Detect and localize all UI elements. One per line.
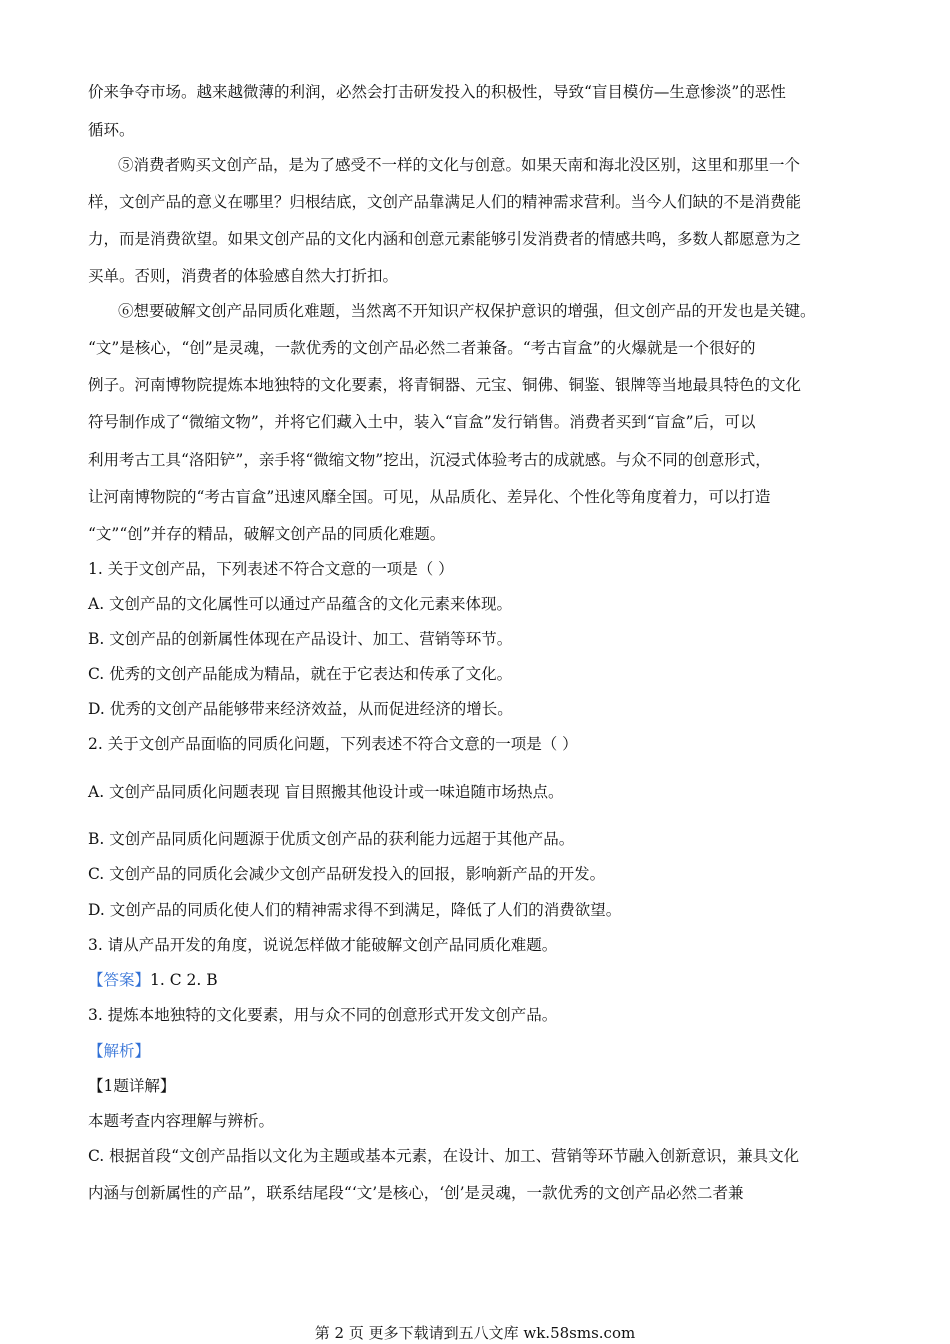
question-1-option-b: B. 文创产品的创新属性体现在产品设计、加工、营销等环节。: [88, 630, 513, 648]
passage-line: 循环。: [88, 121, 135, 139]
passage-line: 样，文创产品的意义在哪里？归根结底，文创产品靠满足人们的精神需求营利。当今人们缺的不是消费能: [88, 193, 802, 211]
question-3-stem: 3. 请从产品开发的角度，说说怎样做才能破解文创产品同质化难题。: [88, 936, 558, 954]
passage-line: 力，而是消费欲望。如果文创产品的文化内涵和创意元素能够引发消费者的情感共鸣，多数人都愿意为之: [88, 230, 802, 248]
passage-line: “文”“创”并存的精品，破解文创产品的同质化难题。: [88, 525, 446, 543]
answer-tag: 【答案】: [88, 971, 151, 989]
question-2-option-c: C. 文创产品的同质化会减少文创产品研发投入的回报，影响新产品的开发。: [88, 865, 606, 883]
question-2-option-b: B. 文创产品同质化问题源于优质文创产品的获利能力远超于其他产品。: [88, 830, 575, 848]
analysis-tag: 【解析】: [88, 1042, 151, 1060]
passage-line: “文”是核心，“创”是灵魂，一款优秀的文创产品必然二者兼备。“考古盲盒”的火爆就是一个很好的: [88, 339, 756, 357]
passage-line: 价来争夺市场。越来越微薄的利润，必然会打击研发投入的积极性，导致“盲目模仿—生意惨淡”的恶性: [88, 83, 786, 101]
passage-line: 符号制作成了“微缩文物”，并将它们藏入土中，装入“盲盒”发行销售。消费者买到“盲盒”后，可以: [88, 413, 756, 431]
answer-mc: 1. C 2. B: [150, 971, 218, 989]
question-2-stem: 2. 关于文创产品面临的同质化问题，下列表述不符合文意的一项是（ ）: [88, 735, 578, 753]
analysis-line: C. 根据首段“文创产品指以文化为主题或基本元素，在设计、加工、营销等环节融入创新意识，兼具文化: [88, 1147, 800, 1165]
answer-line: [88, 970, 218, 990]
passage-line: 让河南博物院的“考古盲盒”迅速风靡全国。可见，从品质化、差异化、个性化等角度着力，可以打造: [88, 488, 771, 506]
question-1-stem: 1. 关于文创产品，下列表述不符合文意的一项是（ ）: [88, 560, 454, 578]
analysis-line: 内涵与创新属性的产品”，联系结尾段“‘文’是核心，‘创’是灵魂，一款优秀的文创产品必然二者兼: [88, 1184, 744, 1202]
page-footer: 第 2 页 更多下载请到五八文库 wk.58sms.com: [314, 1324, 636, 1342]
question-2-option-a: A. 文创产品同质化问题表现 盲目照搬其他设计或一味追随市场热点。: [88, 783, 564, 801]
passage-line: 利用考古工具“洛阳铲”，亲手将“微缩文物”挖出，沉浸式体验考古的成就感。与众不同的创意形式，: [88, 451, 771, 469]
passage-line: ⑤消费者购买文创产品，是为了感受不一样的文化与创意。如果天南和海北没区别，这里和那里一个: [118, 156, 801, 174]
passage-line: ⑥想要破解文创产品同质化难题，当然离不开知识产权保护意识的增强，但文创产品的开发也是关键。: [118, 302, 816, 320]
question-1-option-d: D. 优秀的文创产品能够带来经济效益，从而促进经济的增长。: [88, 700, 513, 718]
passage-line: 例子。河南博物院提炼本地独特的文化要素，将青铜器、元宝、铜佛、铜鉴、银牌等当地最具特色的文化: [88, 376, 802, 394]
question-1-option-c: C. 优秀的文创产品能成为精品，就在于它表达和传承了文化。: [88, 665, 513, 683]
analysis-intro: 本题考查内容理解与辨析。: [88, 1112, 275, 1130]
question-1-option-a: A. 文创产品的文化属性可以通过产品蕴含的文化元素来体现。: [88, 595, 513, 613]
analysis-subheading: 【1题详解】: [88, 1077, 176, 1095]
question-2-option-d: D. 文创产品的同质化使人们的精神需求得不到满足，降低了人们的消费欲望。: [88, 901, 622, 919]
answer-q3: 3. 提炼本地独特的文化要素，用与众不同的创意形式开发文创产品。: [88, 1006, 558, 1024]
passage-line: 买单。否则，消费者的体验感自然大打折扣。: [88, 267, 399, 285]
